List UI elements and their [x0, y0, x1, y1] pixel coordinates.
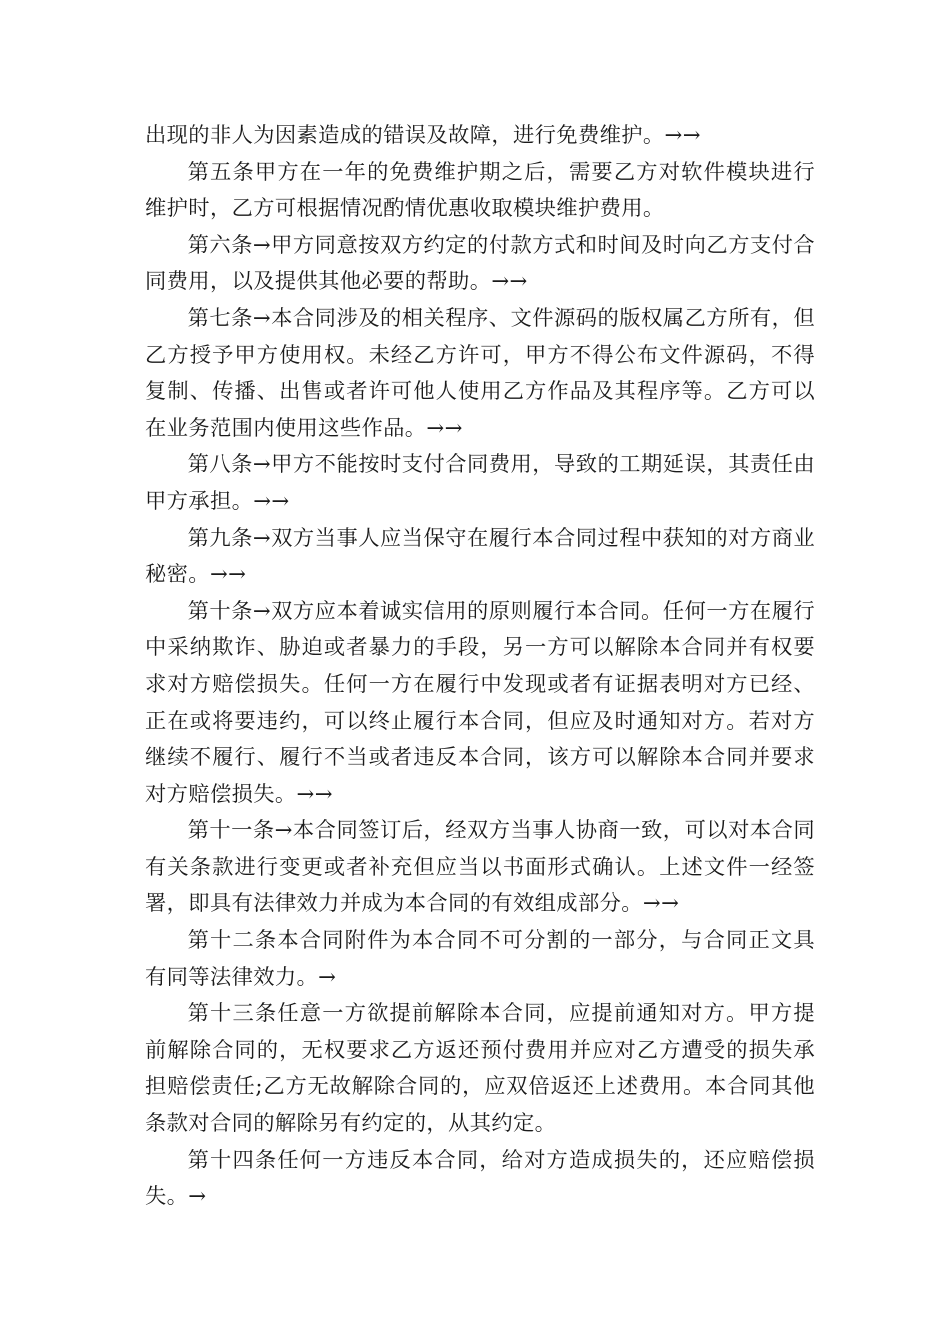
clause-14: 第十四条任何一方违反本合同，给对方造成损失的，还应赔偿损失。→ — [145, 1147, 815, 1210]
clause-5: 第五条甲方在一年的免费维护期之后，需要乙方对软件模块进行维护时，乙方可根据情况酌情优惠收取模块维护费用。 — [145, 159, 815, 222]
clause-11: 第十一条→本合同签订后，经双方当事人协商一致，可以对本合同有关条款进行变更或者补充但应当以书面形式确认。上述文件一经签署，即具有法律效力并成为本合同的有效组成部分。→→ — [145, 818, 815, 917]
clause-10: 第十条→双方应本着诚实信用的原则履行本合同。任何一方在履行中采纳欺诈、胁迫或者暴力的手段，另一方可以解除本合同并有权要求对方赔偿损失。任何一方在履行中发现或者有证据表明对方已经、正在或将要违约，可以终止履行本合同，但应及时通知对方。若对方继续不履行、履行不当或者违反本合同，该方可以解除本合同并要求对方赔偿损失。→→ — [145, 598, 815, 807]
contract-body — [145, 118, 815, 1216]
clause-8: 第八条→甲方不能按时支付合同费用，导致的工期延误，其责任由甲方承担。→→ — [145, 452, 815, 514]
paragraph-continuation: 出现的非人为因素造成的错误及故障，进行免费维护。→→ — [145, 123, 701, 148]
clause-7: 第七条→本合同涉及的相关程序、文件源码的版权属乙方所有，但乙方授予甲方使用权。未经乙方许可，甲方不得公布文件源码，不得复制、传播、出售或者许可他人使用乙方作品及其程序等。乙方可以在业务范围内使用这些作品。→→ — [145, 305, 815, 441]
clause-13: 第十三条任意一方欲提前解除本合同，应提前通知对方。甲方提前解除合同的，无权要求乙方返还预付费用并应对乙方遭受的损失承担赔偿责任;乙方无故解除合同的，应双倍返还上述费用。本合同其他条款对合同的解除另有约定的，从其约定。 — [145, 1001, 815, 1137]
clause-6: 第六条→甲方同意按双方约定的付款方式和时间及时向乙方支付合同费用，以及提供其他必要的帮助。→→ — [145, 232, 815, 295]
clause-12: 第十二条本合同附件为本合同不可分割的一部分，与合同正文具有同等法律效力。→ — [145, 928, 815, 990]
clause-9: 第九条→双方当事人应当保守在履行本合同过程中获知的对方商业秘密。→→ — [145, 525, 815, 588]
